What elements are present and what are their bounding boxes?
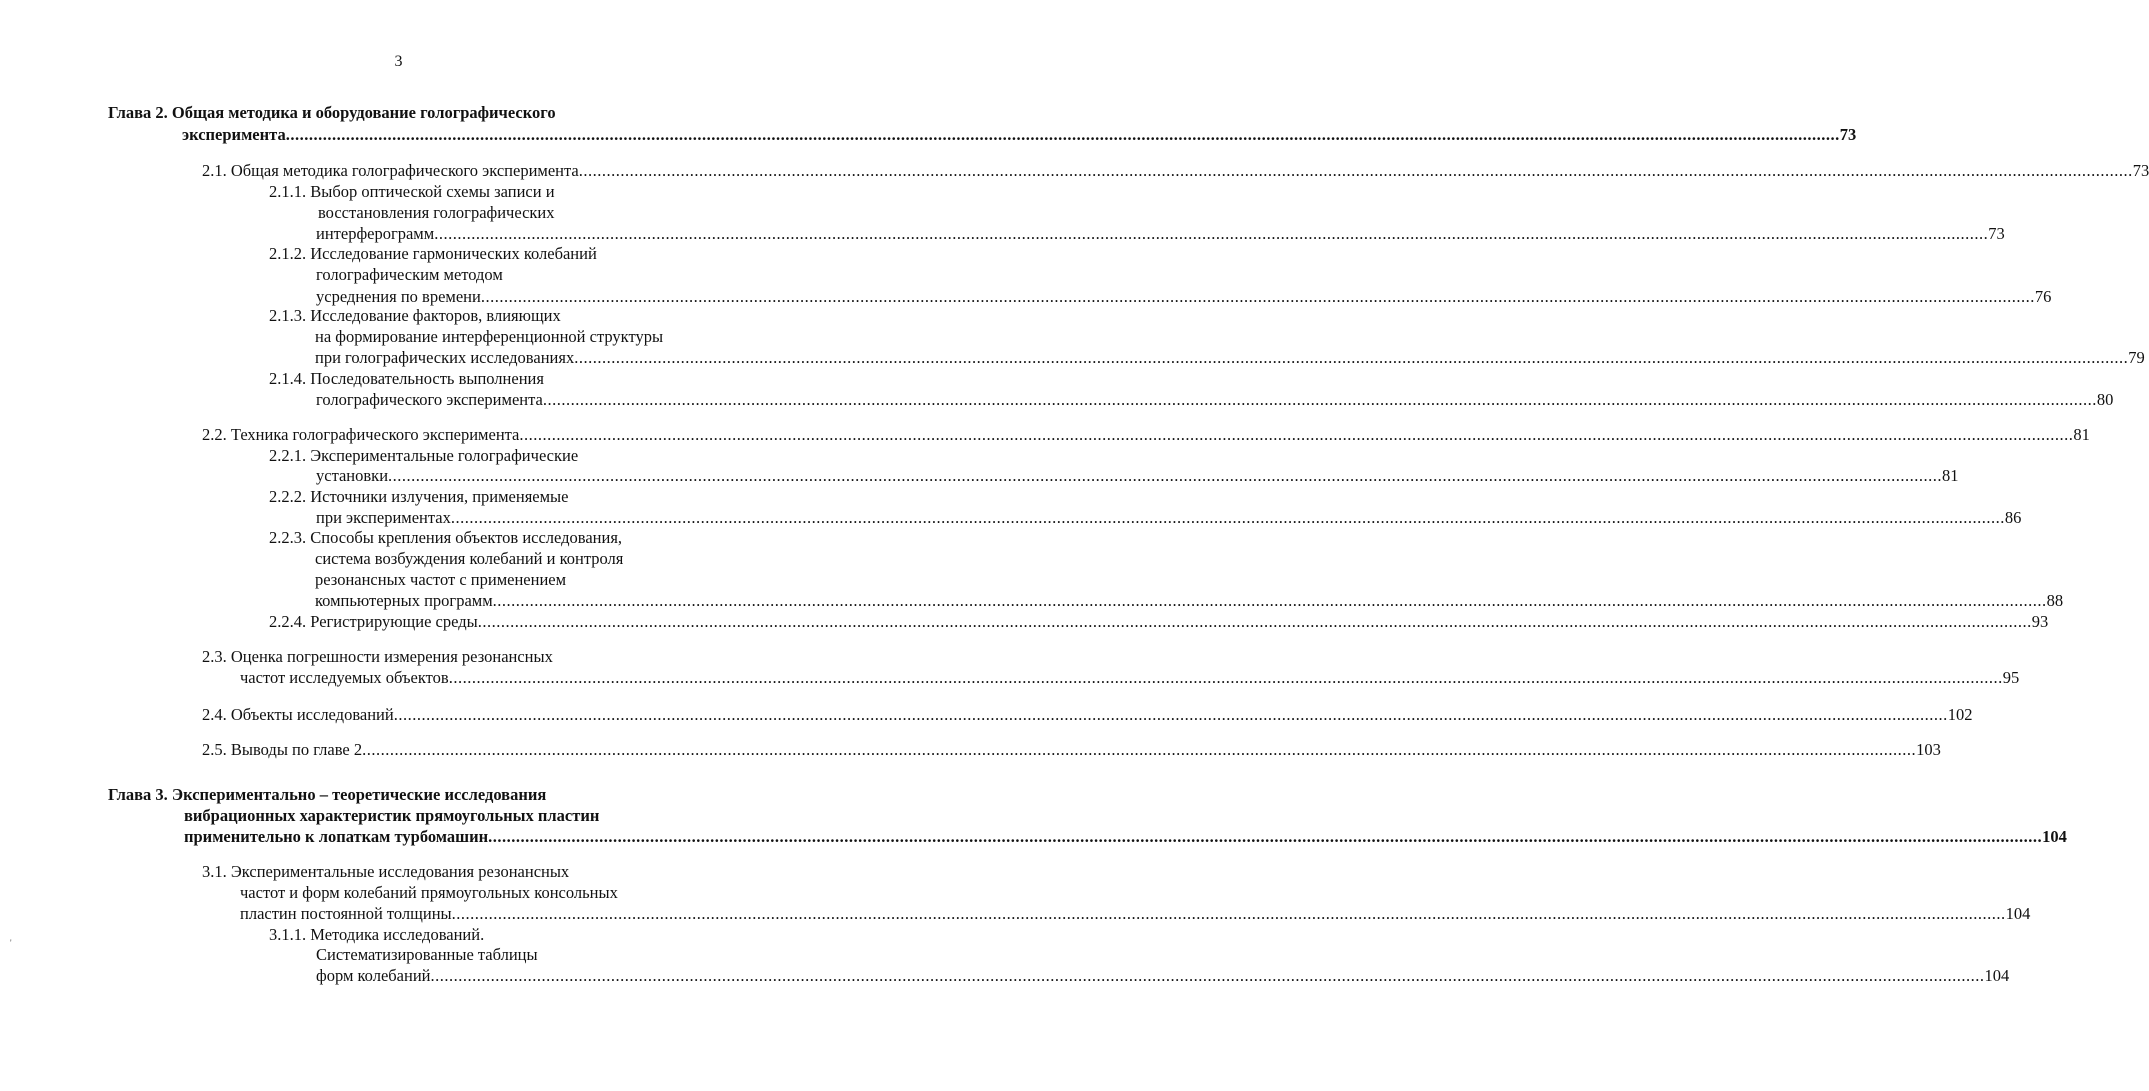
toc-section-2-2-2-line1: 2.2.2. Источники излучения, применяемые: [269, 487, 569, 506]
toc-section-2-2-1[interactable]: [316, 465, 1959, 486]
toc-entry-text: при голографических исследованиях: [315, 348, 575, 367]
toc-chapter-2-title: Глава 2. Общая методика и оборудование голографического: [108, 103, 556, 122]
toc-entry-text: применительно к лопаткам турбомашин: [184, 827, 489, 846]
toc-chapter-3-title-line2: вибрационных характеристик прямоугольных пластин: [184, 806, 600, 825]
toc-section-2-2[interactable]: [202, 424, 2090, 445]
toc-page-number: 73: [2132, 161, 2149, 180]
toc-section-2-1-4[interactable]: [316, 389, 2114, 410]
toc-section-2-1-2-line1: 2.1.2. Исследование гармонических колебаний: [269, 244, 597, 263]
toc-page-number: 103: [1916, 740, 1941, 759]
toc-page-number: 81: [2073, 425, 2090, 444]
toc-entry-text: усреднения по времени: [316, 287, 481, 306]
toc-section-2-1-4-line1: 2.1.4. Последовательность выполнения: [269, 369, 544, 388]
toc-page-number: 79: [2128, 348, 2145, 367]
toc-section-2-1-3-line1: 2.1.3. Исследование факторов, влияющих: [269, 306, 561, 325]
toc-page-number: 93: [2031, 612, 2049, 631]
toc-section-2-1-1-line2: восстановления голографических: [318, 203, 555, 222]
toc-section-2-1-3-line2: на формирование интерференционной структуры: [315, 327, 664, 346]
toc-page-number: 73: [1839, 125, 1857, 144]
toc-entry-text: 2.4. Объекты исследований: [202, 705, 394, 724]
dot-leader: ................................................................................................................................................................................................................................................................................................................................................: [450, 508, 2005, 527]
dot-leader: ................................................................................................................................................................................................................................................................................................................................................: [488, 827, 2043, 846]
dot-leader: ................................................................................................................................................................................................................................................................................................................................................: [519, 425, 2074, 444]
toc-page-number: 73: [1988, 224, 2005, 243]
dot-leader: ................................................................................................................................................................................................................................................................................................................................................: [434, 224, 1989, 243]
toc-entry-text: интерферограмм: [316, 224, 435, 243]
toc-section-2-1-1-line1: 2.1.1. Выбор оптической схемы записи и: [269, 182, 555, 201]
toc-section-2-1-3[interactable]: [315, 347, 2145, 368]
toc-section-2-2-3-line1: 2.2.3. Способы крепления объектов исследования,: [269, 528, 623, 547]
toc-section-2-2-3-line2: система возбуждения колебаний и контроля: [315, 549, 624, 568]
dot-leader: ................................................................................................................................................................................................................................................................................................................................................: [430, 966, 1985, 985]
toc-section-2-2-1-line1: 2.2.1. Экспериментальные голографические: [269, 446, 579, 465]
toc-entry-text: компьютерных программ: [315, 591, 493, 610]
toc-section-2-1[interactable]: [202, 160, 2149, 181]
toc-chapter-2-entry[interactable]: [182, 124, 1857, 145]
toc-chapter-3-entry[interactable]: [184, 826, 2067, 847]
toc-page-number: 80: [2096, 390, 2114, 409]
dot-leader: ................................................................................................................................................................................................................................................................................................................................................: [362, 740, 1917, 759]
toc-page-number: 76: [2034, 287, 2052, 306]
toc-page-number: 86: [2004, 508, 2022, 527]
toc-entry-text: 2.5. Выводы по главе 2: [202, 740, 363, 759]
toc-section-2-5[interactable]: [202, 739, 1941, 760]
toc-entry-text: эксперимента: [182, 125, 286, 144]
toc-entry-text: форм колебаний: [316, 966, 431, 985]
toc-entry-text: 2.1. Общая методика голографического эксперимента: [202, 161, 579, 180]
dot-leader: ................................................................................................................................................................................................................................................................................................................................................: [388, 466, 1943, 485]
dot-leader: ................................................................................................................................................................................................................................................................................................................................................: [448, 668, 2003, 687]
toc-page-number: 104: [2005, 904, 2031, 923]
toc-section-2-1-2[interactable]: [316, 286, 2052, 307]
toc-page-number: 104: [1984, 966, 2010, 985]
toc-entry-text: 2.2.4. Регистрирующие среды: [269, 612, 478, 631]
toc-section-2-1-2-line2: голографическим методом: [316, 265, 503, 284]
toc-section-2-3[interactable]: [240, 667, 2020, 688]
toc-section-3-1-1-line1: 3.1.1. Методика исследований.: [269, 925, 485, 944]
toc-section-3-1-line1: 3.1. Экспериментальные исследования резонансных: [202, 862, 570, 881]
toc-section-2-2-4[interactable]: [269, 611, 2049, 632]
toc-section-2-2-2[interactable]: [316, 507, 2022, 528]
toc-page-number: 102: [1947, 705, 1973, 724]
dot-leader: ................................................................................................................................................................................................................................................................................................................................................: [451, 904, 2006, 923]
toc-section-2-2-3[interactable]: [315, 590, 2064, 611]
dot-leader: ................................................................................................................................................................................................................................................................................................................................................: [574, 348, 2129, 367]
toc-section-2-2-3-line3: резонансных частот с применением: [315, 570, 567, 589]
toc-section-2-3-line1: 2.3. Оценка погрешности измерения резонансных: [202, 647, 553, 666]
dot-leader: ................................................................................................................................................................................................................................................................................................................................................: [492, 591, 2047, 610]
toc-page-number: 95: [2002, 668, 2020, 687]
dot-leader: ................................................................................................................................................................................................................................................................................................................................................: [477, 612, 2032, 631]
toc-entry-text: установки: [316, 466, 389, 485]
dot-leader: ................................................................................................................................................................................................................................................................................................................................................: [578, 161, 2133, 180]
toc-chapter-3-title-line1: Глава 3. Экспериментально – теоретические исследования: [108, 785, 547, 804]
toc-page-number: 88: [2046, 591, 2064, 610]
dot-leader: ................................................................................................................................................................................................................................................................................................................................................: [285, 125, 1840, 144]
toc-entry-text: 2.2. Техника голографического эксперимента: [202, 425, 520, 444]
toc-page-number: 104: [2042, 827, 2067, 846]
toc-entry-text: пластин постоянной толщины: [240, 904, 452, 923]
toc-entry-text: при экспериментах: [316, 508, 451, 527]
toc-page-number: 81: [1942, 466, 1959, 485]
toc-section-3-1[interactable]: [240, 903, 2031, 924]
toc-entry-text: частот исследуемых объектов: [240, 668, 449, 687]
dot-leader: ................................................................................................................................................................................................................................................................................................................................................: [542, 390, 2097, 409]
toc-section-3-1-line2: частот и форм колебаний прямоугольных консольных: [240, 883, 618, 902]
toc-entry-text: голографического эксперимента: [316, 390, 543, 409]
dot-leader: ................................................................................................................................................................................................................................................................................................................................................: [393, 705, 1948, 724]
toc-section-3-1-1-line2: Систематизированные таблицы: [316, 945, 538, 964]
toc-section-2-1-1[interactable]: [316, 223, 2005, 244]
scan-margin-mark: ': [10, 938, 12, 948]
dot-leader: ................................................................................................................................................................................................................................................................................................................................................: [480, 287, 2035, 306]
toc-section-2-4[interactable]: [202, 704, 1973, 725]
toc-section-3-1-1[interactable]: [316, 965, 2010, 986]
page-number: 3: [394, 53, 403, 70]
